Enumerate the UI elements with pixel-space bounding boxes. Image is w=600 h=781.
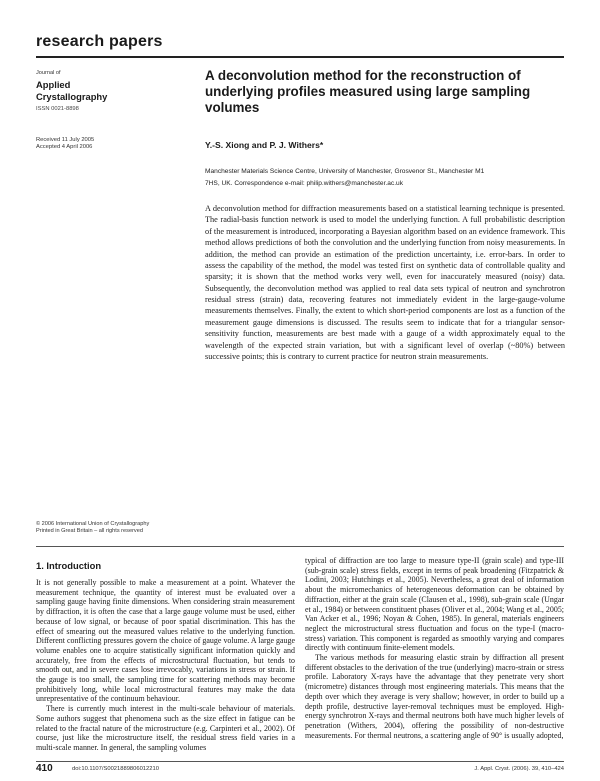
journal-citation: J. Appl. Cryst. (2006). 39, 410–424	[474, 766, 564, 772]
copyright-line2: Printed in Great Britain – all rights reserved	[36, 528, 143, 535]
body-column-left	[36, 578, 295, 753]
copyright-line1: © 2006 International Union of Crystallography	[36, 521, 150, 527]
journal-issn: ISSN 0021-8898	[36, 106, 79, 112]
affiliation-line1: Manchester Materials Science Centre, University of Manchester, Grosvenor St., Manchester M1	[205, 168, 485, 175]
journal-label: Journal of	[36, 70, 61, 76]
header-divider	[36, 56, 564, 58]
accepted-date: Accepted 4 April 2006	[36, 144, 93, 151]
abstract-divider	[36, 546, 564, 547]
journal-name-line2: Crystallography	[36, 90, 108, 102]
paragraph: typical of diffraction are too large to measure type-II (grain scale) and type-III (sub-grain scale) stress fields, except in terms of peak broadening (Fitzpatrick & Lodini, 2003; Hutchings et al., 2005). Nevertheless, a great deal of information about the micromechanics of heterogeneous deformation can be obtained by diffraction, either at the grain scale (Clausen et al., 1998), sub-grain scale (Ungar et al., 1984) or between constituent phases (Oliver et al., 2004; Wang et al., 2005; Van Acker et al., 1996; Noyan & Cohen, 1985). In general, materials engineers neglect the microstructural stress fluctuation and focus on the type-I (macro-stress) variation. This component is regarded as smoothly varying and compares directly with continuum finite-element models.	[305, 556, 564, 653]
author-affiliation	[205, 166, 565, 189]
article-authors: Y.-S. Xiong and P. J. Withers*	[205, 140, 324, 150]
paragraph: There is currently much interest in the multi-scale behaviour of materials. Some authors suggest that phenomena such as the size effect in fatigue can be related to the fractal nature of the microstructure (e.g. Carpinteri et al., 2002). Of course, just like the microstructure itself, the residual stress field varies in a multi-scale manner. In general, the sampling volumes	[36, 704, 295, 752]
journal-name-line1: Applied	[36, 79, 71, 90]
journal-name	[36, 79, 107, 102]
section-title: research papers	[36, 33, 163, 50]
copyright-notice	[36, 521, 149, 535]
body-column-right	[305, 556, 564, 740]
section-heading-introduction: 1. Introduction	[36, 560, 102, 571]
doi: doi:10.1107/S0021889806012210	[72, 766, 159, 772]
article-title: A deconvolution method for the reconstruction of underlying profiles measured using large sampling volumes	[205, 68, 531, 115]
abstract: A deconvolution method for diffraction measurements based on a statistical learning technique is presented. The radial-basis function network is used to model the underlying function. A full probabilistic description of the measurement is introduced, incorporating a Bayesian algorithm based on an evidence framework. This method allows predictions of both the convolution and the underlying function from noisy measurements. In addition, the method can provide an estimation of the prediction uncertainty, i.e. error-bars. In order to assess the capability of the method, the model was tested first on synthetic data of controllable quality and sparsity; it is shown that the method works very well, even for inaccurately measured (noisy) data. Subsequently, the deconvolution method was applied to real data sets typical of neutron and synchrotron residual stress (strain) data, recovering features not immediately evident in the large-gauge-volume measurements themselves. Finally, the extent to which short-period components are lost as a function of the measurement gauge dimensions is discussed. The results seem to indicate that for a triangular sensor-sensitivity function, measurements are best made with a gauge of a width approximately equal to the wavelength of the expected strain variation, but with a significant level of overlap (~80%) between successive points; this is contrary to current practice for neutron strain measurements.	[205, 204, 565, 361]
page-number: 410	[36, 763, 53, 774]
footer-divider	[36, 761, 564, 762]
paragraph: The various methods for measuring elastic strain by diffraction all present different obstacles to the derivation of the true (underlying) macro-strain or stress profile. Laboratory X-rays have the advantage that they penetrate very short (micrometre) distances through most engineering materials. This means that the depth over which they average is very shallow; however, in order to build up a depth profile, destructive layer-removal techniques must be employed. High-energy synchrotron X-rays and thermal neutrons both have much higher levels of penetration (Withers, 2004), offering the possibility of non-destructive measurements. For thermal neutrons, a scattering angle of 90° is usually adopted,	[305, 653, 564, 740]
received-date: Received 11 July 2005	[36, 137, 95, 143]
affiliation-line2: 7HS, UK. Correspondence e-mail: philip.withers@manchester.ac.uk	[205, 179, 403, 187]
paragraph: It is not generally possible to make a measurement at a point. Whatever the measurement technique, the quantity of interest must be evaluated over a sampling gauge having finite dimensions. When considering strain measurement by diffraction, it is often the case that a large gauge volume must be used, either because of low signal, or because of poor spatial discrimination. This has the effect of smearing out the measured values relative to the underlying function. Different conflicting pressures govern the choice of gauge volume. A large gauge volume enables one to acquire statistically significant information quickly and accurately, free from the effects of microstructural fluctuation, but tends to smooth out, and in severe cases lose irrevocably, variations in stress or strain. If the gauge is too small, the sampling time for scattering methods may become prohibitively long, while local microstructural features may make the data unrepresentative of the continuum behaviour.	[36, 578, 295, 704]
article-dates	[36, 137, 94, 151]
